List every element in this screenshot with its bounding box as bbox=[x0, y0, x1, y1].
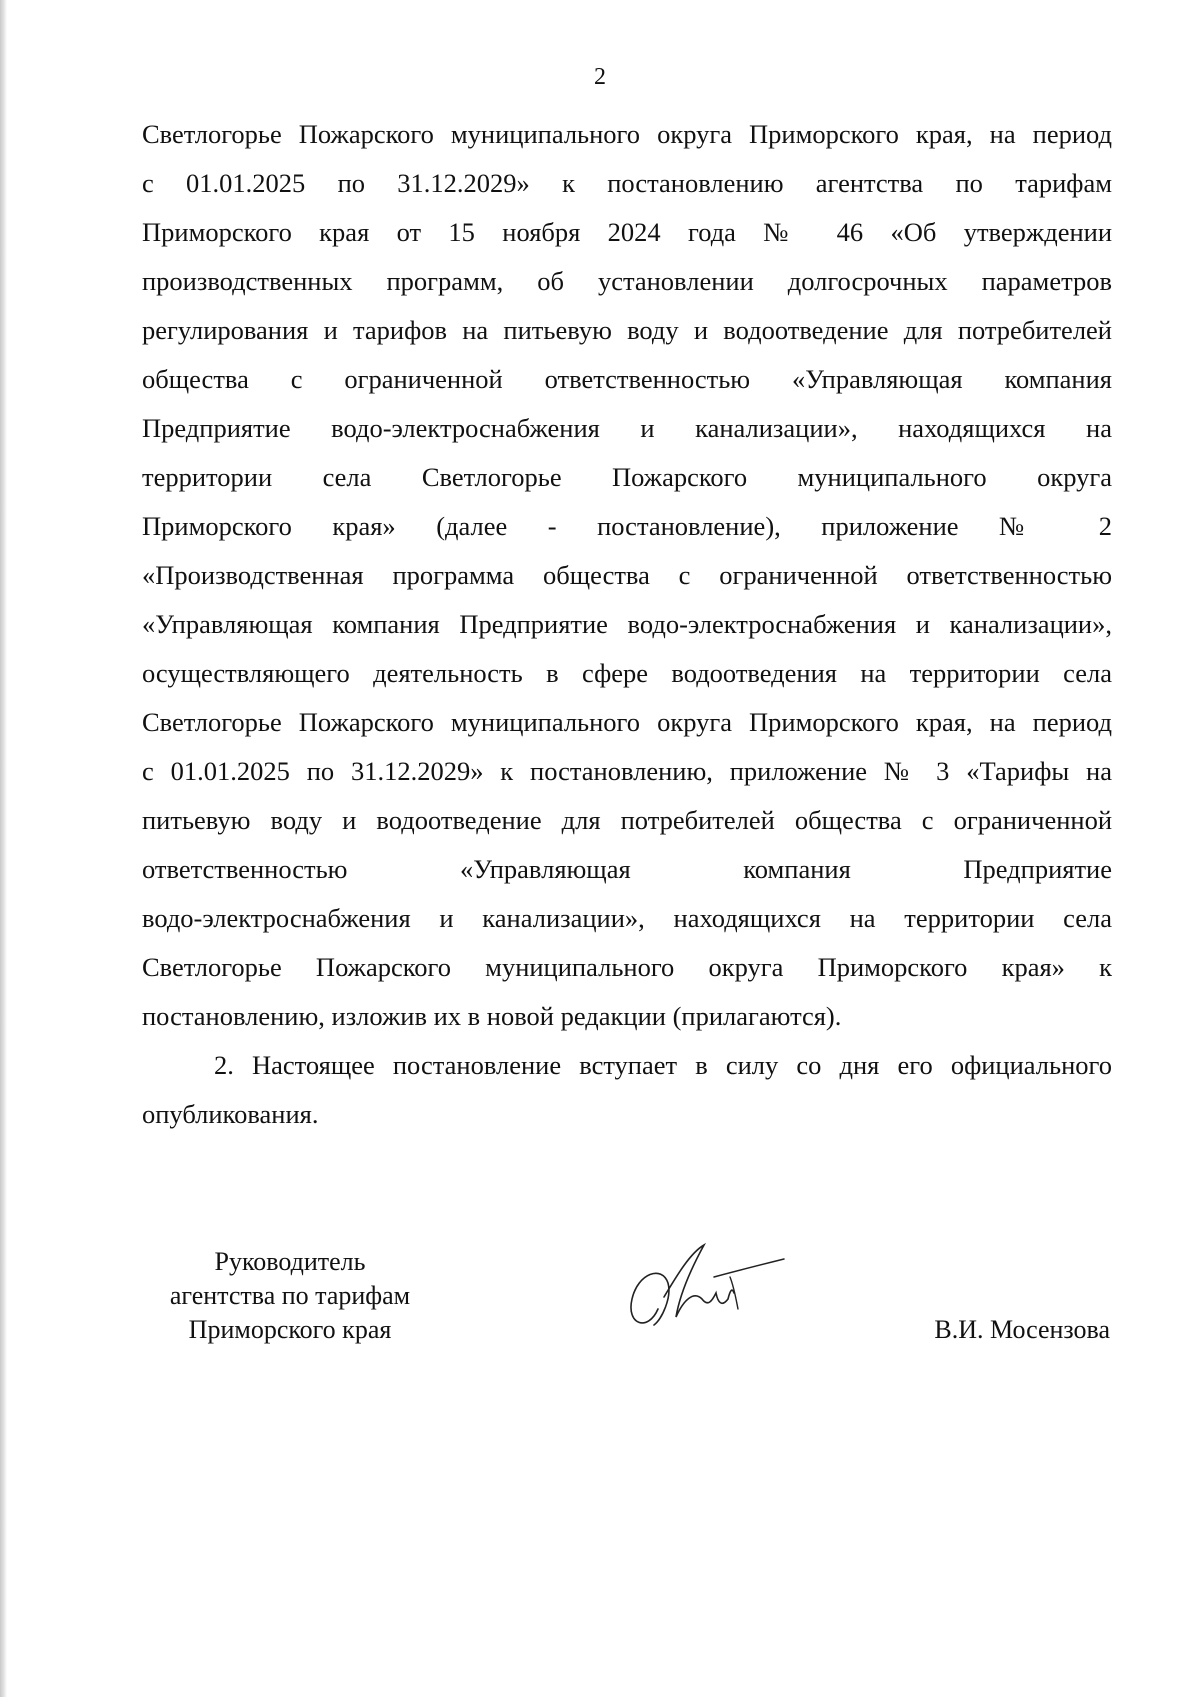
signatory-title-line: Руководитель bbox=[214, 1247, 366, 1276]
signatory-title bbox=[140, 1245, 440, 1347]
body-line: территории села Светлогорье Пожарского муниципального округа bbox=[142, 462, 1112, 492]
signatory-name: В.И. Мосензова bbox=[934, 1315, 1110, 1344]
body-line: постановлению, изложив их в новой редакции (прилагаются). bbox=[142, 1001, 842, 1031]
body-line: питьевую воду и водоотведение для потребителей общества с ограниченной bbox=[142, 805, 1112, 835]
body-line: осуществляющего деятельность в сфере водоотведения на территории села bbox=[142, 658, 1112, 688]
body-line: «Управляющая компания Предприятие водо-электроснабжения и канализации», bbox=[142, 609, 1112, 639]
body-line: с 01.01.2025 по 31.12.2029» к постановлению агентства по тарифам bbox=[142, 168, 1112, 198]
document-body bbox=[142, 110, 1112, 1139]
signatory-title-line: агентства по тарифам bbox=[169, 1281, 411, 1310]
signatory-title-line: Приморского края bbox=[188, 1315, 392, 1344]
body-line: Предприятие водо-электроснабжения и канализации», находящихся на bbox=[142, 413, 1112, 443]
body-line: Светлогорье Пожарского муниципального округа Приморского края» к bbox=[142, 952, 1112, 982]
body-line: Светлогорье Пожарского муниципального округа Приморского края, на период bbox=[142, 119, 1112, 149]
body-line: регулирования и тарифов на питьевую воду и водоотведение для потребителей bbox=[142, 315, 1112, 345]
body-line: с 01.01.2025 по 31.12.2029» к постановлению, приложение № 3 «Тарифы на bbox=[142, 756, 1112, 786]
body-line: водо-электроснабжения и канализации», находящихся на территории села bbox=[142, 903, 1112, 933]
body-line: «Производственная программа общества с ограниченной ответственностью bbox=[142, 560, 1112, 590]
scan-edge bbox=[0, 0, 7, 1697]
body-line: производственных программ, об установлении долгосрочных параметров bbox=[142, 266, 1112, 296]
body-line: общества с ограниченной ответственностью «Управляющая компания bbox=[142, 364, 1112, 394]
body-line: Приморского края от 15 ноября 2024 года № 46 «Об утверждении bbox=[142, 217, 1112, 247]
handwritten-signature bbox=[618, 1237, 788, 1337]
body-line: ответственностью «Управляющая компания Предприятие bbox=[142, 854, 1112, 884]
body-line: опубликования. bbox=[142, 1099, 319, 1129]
signature-block bbox=[0, 1245, 1200, 1365]
body-line: Приморского края» (далее - постановление), приложение № 2 bbox=[142, 511, 1112, 541]
body-line: 2. Настоящее постановление вступает в силу со дня его официального bbox=[214, 1050, 1112, 1080]
page-number: 2 bbox=[594, 64, 606, 90]
body-line: Светлогорье Пожарского муниципального округа Приморского края, на период bbox=[142, 707, 1112, 737]
